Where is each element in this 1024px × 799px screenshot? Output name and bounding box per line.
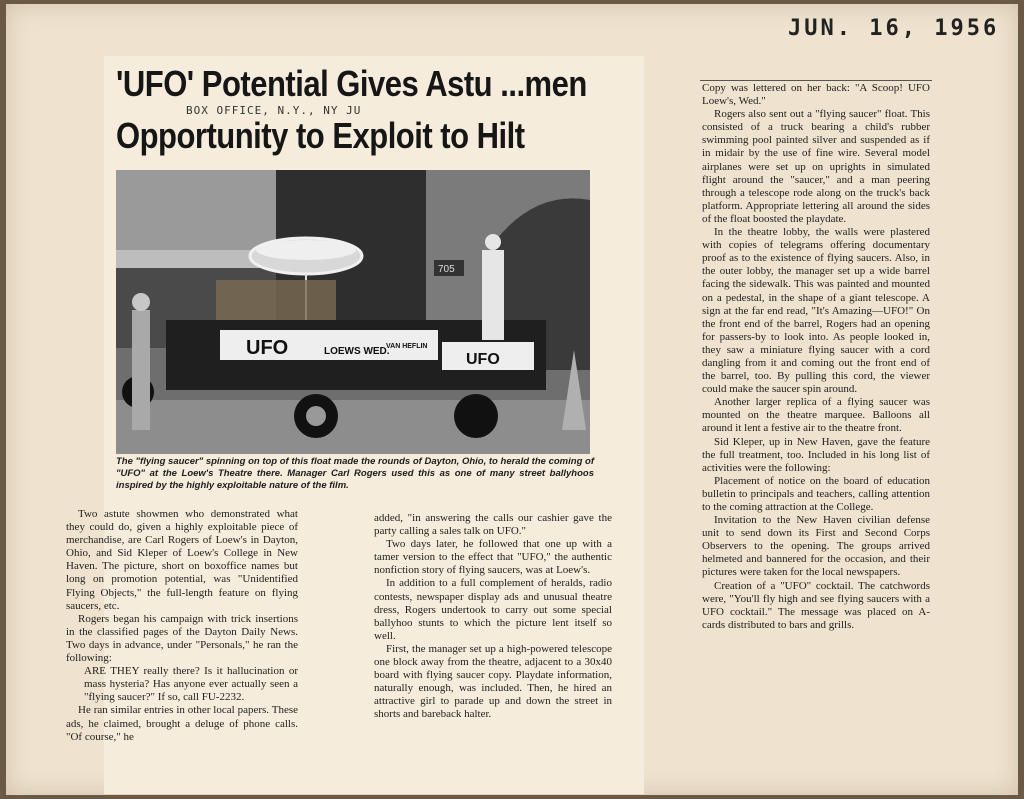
- news-photo-ufo-float: [116, 170, 590, 454]
- paragraph: added, "in answering the calls our cashier gave the party calling a sales talk on UFO.": [374, 512, 612, 538]
- classified-ad-quote: ARE THEY really there? Is it hallucination or mass hysteria? Has anyone ever actually seen a "flying saucer?" If so, call FU-2232.: [84, 665, 298, 704]
- banner-text-ufo-right: UFO: [466, 351, 500, 368]
- paragraph: Placement of notice on the board of education bulletin to principals and teachers, calling attention to the coming attraction at the College.: [702, 474, 930, 513]
- paragraph: Rogers also sent out a "flying saucer" float. This consisted of a truck bearing a child's rubber swimming pool painted silver and suspended as if in midair by the use of fine wire. Several model airplanes were set up on uprights in simulated flight around the "saucer," and a man peering through a telescope rode along on the truck's back platform. Appropriate lettering all around the sides of the float boosted the playdate.: [702, 108, 930, 225]
- paragraph: In the theatre lobby, the walls were plastered with copies of telegrams offering documentary proof as to the existence of flying saucers. Also, in the outer lobby, the manager set up a wide barrel facing the sidewalk. This was painted and mounted on a pedestal, in the shape of a giant telescope. A sign at the far end read, "It's Amazing—UFO!" On the front end of the barrel, Rogers had an opening for passers-by to look into. As people looked in, they saw a miniature flying saucer with a cord dangling from it and coming out the front end of the barrel, too. By pulling this cord, the viewer could make the saucer spin around.: [702, 226, 930, 396]
- banner-text-loews: LOEWS WED.: [324, 346, 390, 357]
- paragraph: Creation of a "UFO" cocktail. The catchwords were, "You'll fly high and see flying saucers with a UFO cocktail." The message was placed on A-cards distributed to bars and grills.: [702, 579, 930, 631]
- handwritten-date: JUN. 16, 1956: [788, 16, 1000, 41]
- photo-caption: The "flying saucer" spinning on top of this float made the rounds of Dayton, Ohio, to herald the coming of "UFO" at the Loew's Theatre there. Manager Carl Rogers used this as one of many street ballyhoos inspired by the highly exploitable nature of the film.: [116, 456, 594, 491]
- article-column-3: [702, 82, 930, 632]
- paragraph: Sid Kleper, up in New Haven, gave the feature the full treatment, too. Included in his long list of activities were the following:: [702, 435, 930, 474]
- banner-text-ufo-left: UFO: [246, 337, 289, 359]
- headline-line-1: 'UFO' Potential Gives Astu ...men: [116, 62, 587, 105]
- column-divider-rule: [700, 80, 932, 81]
- paragraph: Rogers began his campaign with trick insertions in the classified pages of the Dayton Daily News. Two days in advance, under "Personals," he ran the following:: [66, 612, 298, 665]
- article-column-2: [374, 512, 612, 722]
- photo-illustration: [116, 170, 590, 454]
- banner-text-van-heflin: VAN HEFLIN: [386, 343, 428, 350]
- paragraph: Two days later, he followed that one up with a tamer version to the effect that "UFO," the authentic nonfiction story of flying saucers, was at Loew's.: [374, 538, 612, 577]
- paragraph: Two astute showmen who demonstrated what they could do, given a highly exploitable piece of merchandise, are Carl Rogers of Loew's in Dayton, Ohio, and Sid Kleper of Loew's College in New Haven. The picture, short on boxoffice names but long on promotion potential, was "Unidentified Flying Objects," the full-length feature on flying saucers, etc.: [66, 508, 298, 612]
- paragraph: Invitation to the New Haven civilian defense unit to send down its First and Second Corps Observers to the opening. The groups arrived helmeted and bannered for the occasion, and their pictures were taken for the local newspapers.: [702, 514, 930, 579]
- paragraph: Copy was lettered on her back: "A Scoop! UFO Loew's, Wed.": [702, 82, 930, 108]
- handwritten-source-note: BOX OFFICE, N.Y., NY JU: [186, 104, 362, 117]
- headline-line-2: Opportunity to Exploit to Hilt: [116, 114, 525, 157]
- paragraph: He ran similar entries in other local papers. These ads, he claimed, brought a deluge of phone calls. "Of course," he: [66, 704, 298, 743]
- sign-number: 705: [438, 264, 455, 275]
- paragraph: In addition to a full complement of heralds, radio contests, newspaper display ads and unusual theatre dress, Rogers undertook to carry out some special ballyhoo stunts to which the picture lent itself so well.: [374, 577, 612, 642]
- paragraph: Another larger replica of a flying saucer was mounted on the theatre marquee. Balloons all around it lent a festive air to the theatre front.: [702, 396, 930, 435]
- article-column-1: [66, 508, 298, 744]
- paragraph: First, the manager set up a high-powered telescope one block away from the theatre, adjacent to a 30x40 board with flying saucer copy. Playdate information, naturally enough, was included. Then, he hired an attractive girl to parade up and down the street in shorts and bareback halter.: [374, 642, 612, 721]
